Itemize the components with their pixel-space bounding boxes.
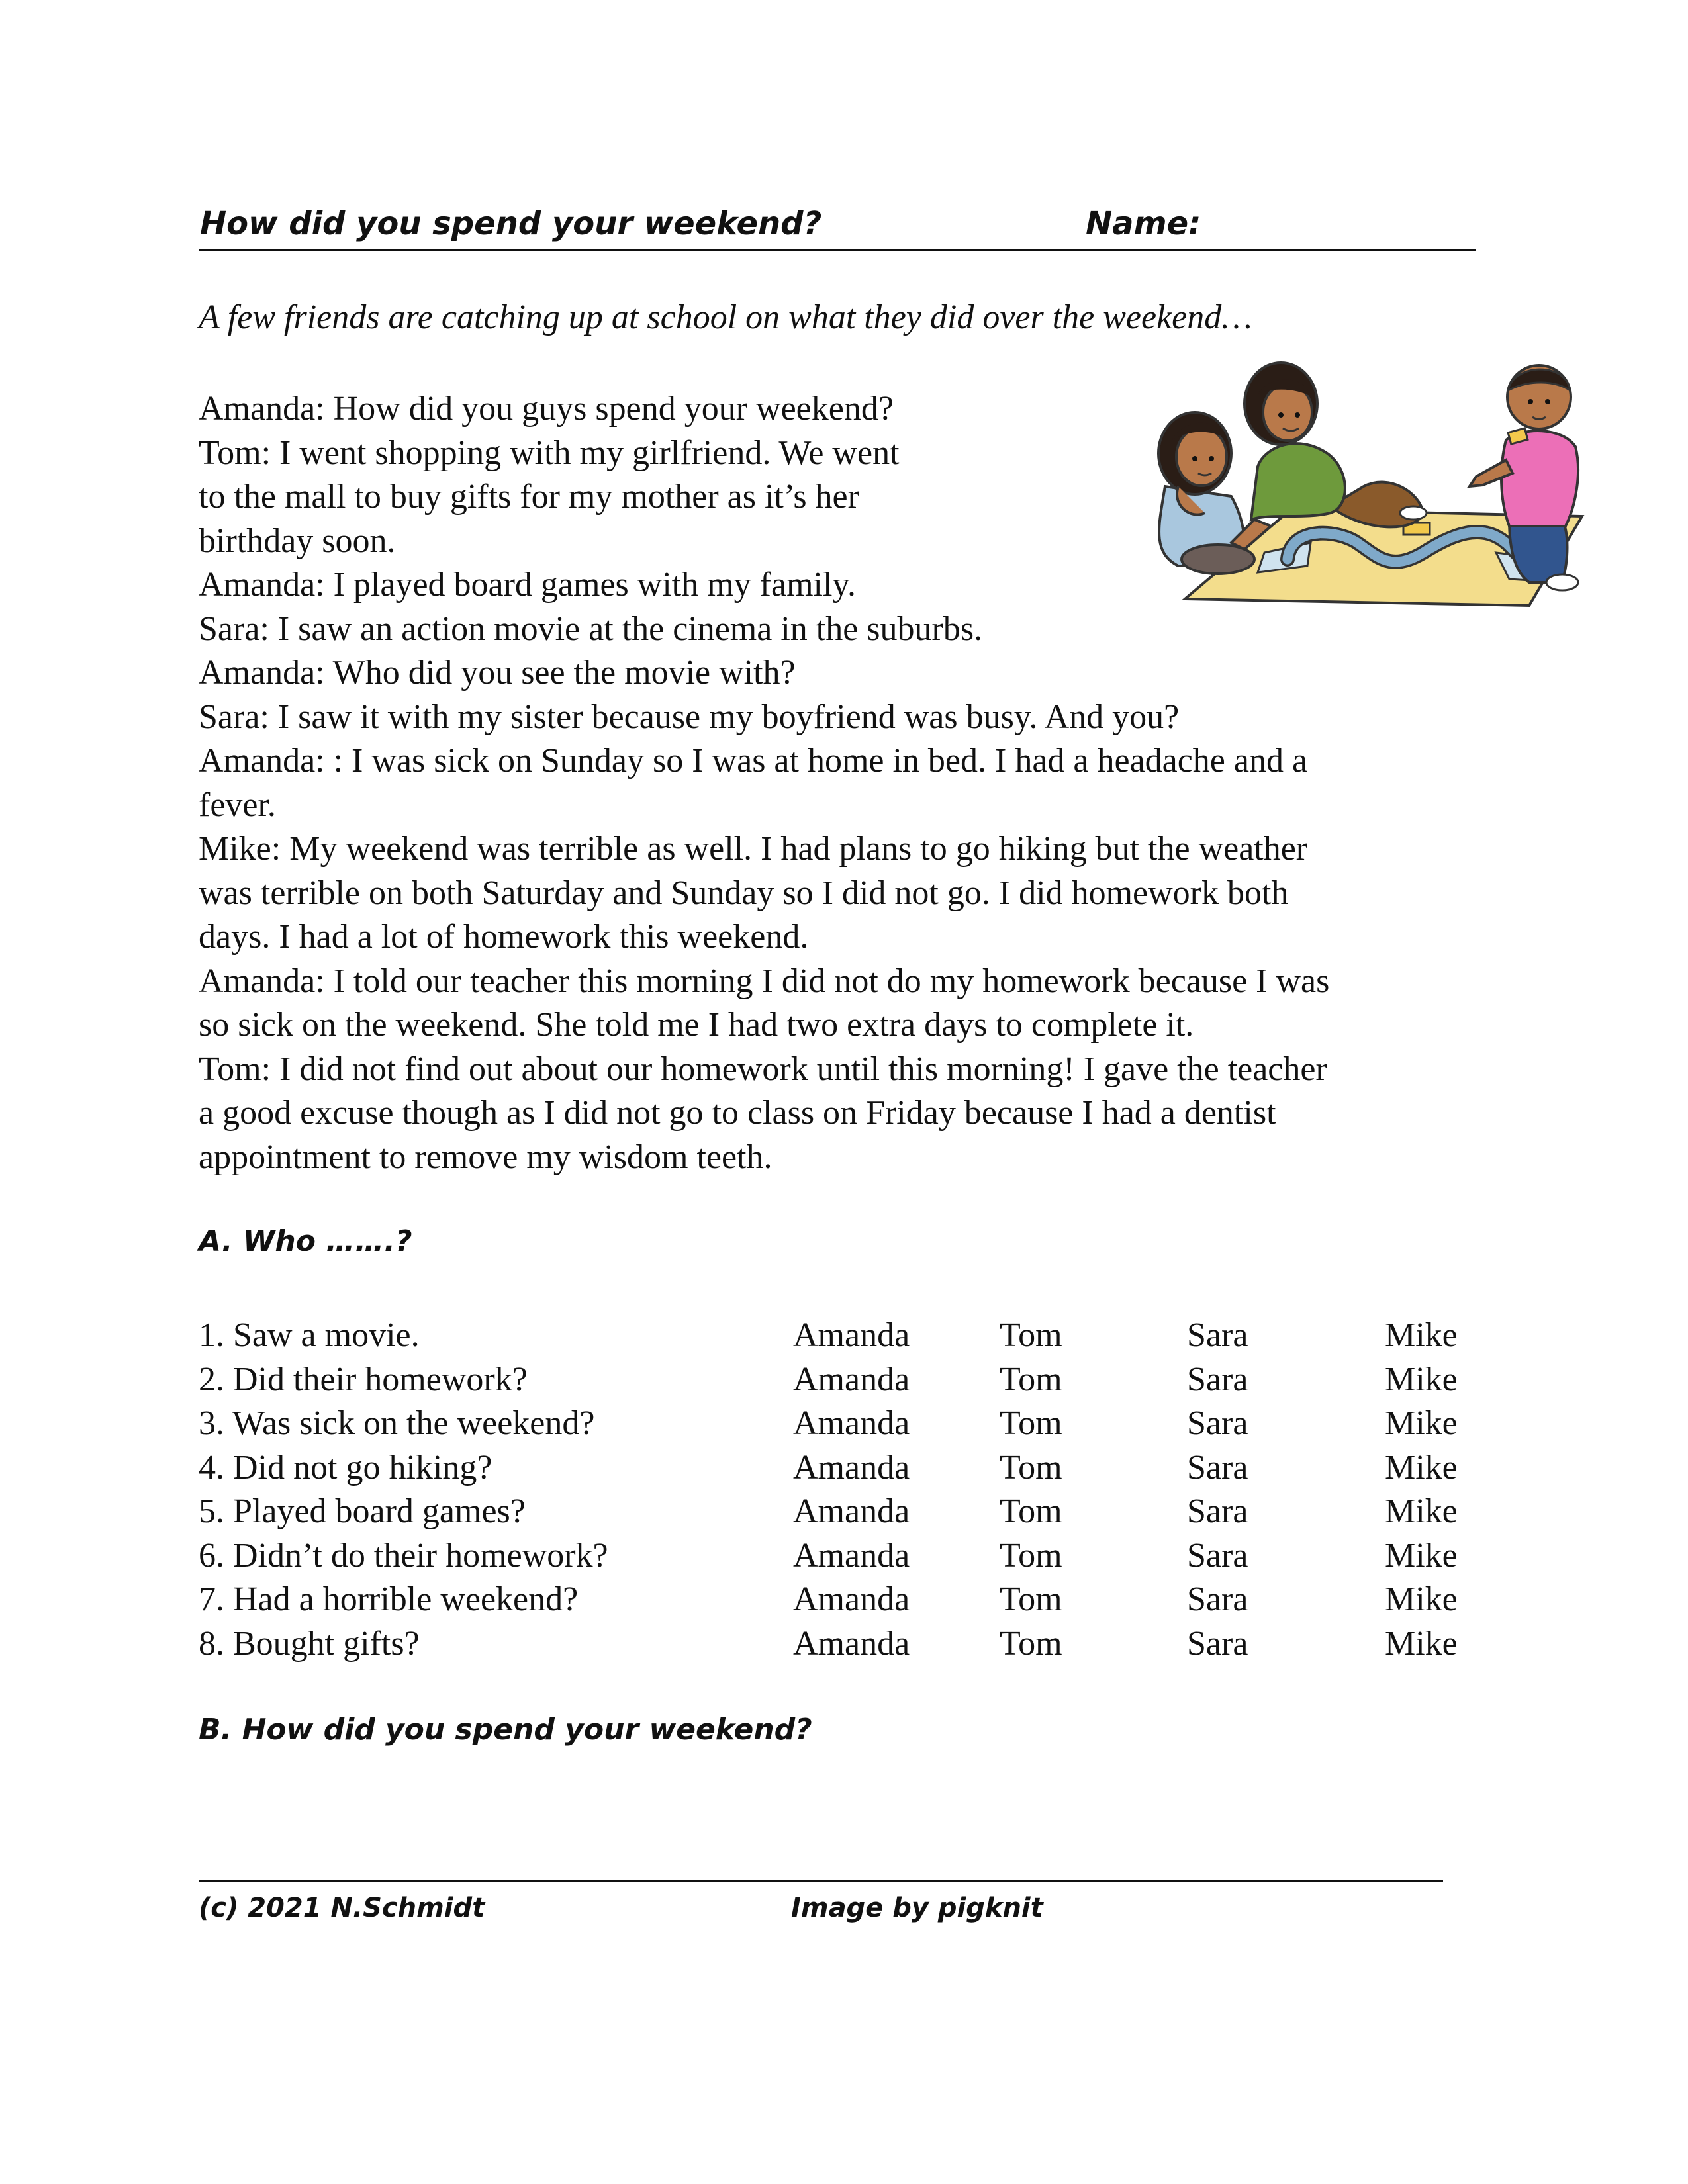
option-tom: Tom [1000, 1404, 1062, 1442]
dialogue-line: to the mall to buy gifts for my mother as it’s her [199, 478, 859, 516]
dialogue-line: Amanda: How did you guys spend your weekend? [199, 390, 894, 428]
question-text: 8. Bought gifts? [199, 1624, 420, 1662]
question-text: 3. Was sick on the weekend? [199, 1404, 595, 1442]
option-mike: Mike [1385, 1624, 1458, 1662]
dialogue-line: appointment to remove my wisdom teeth. [199, 1138, 773, 1176]
option-amanda: Amanda [793, 1492, 910, 1530]
question-text: 6. Didn’t do their homework? [199, 1536, 608, 1574]
option-sara: Sara [1187, 1448, 1248, 1486]
name-label: Name: [1086, 205, 1201, 242]
question-text: 2. Did their homework? [199, 1360, 528, 1398]
question-text: 1. Saw a movie. [199, 1316, 420, 1354]
option-sara: Sara [1187, 1316, 1248, 1354]
answer-writing-line [199, 1880, 1443, 1882]
option-amanda: Amanda [793, 1316, 910, 1354]
option-sara: Sara [1187, 1536, 1248, 1574]
question-row [199, 1402, 1496, 1446]
option-amanda: Amanda [793, 1580, 910, 1618]
dialogue-line: Amanda: I played board games with my family. [199, 566, 857, 604]
question-row [199, 1358, 1496, 1402]
option-sara: Sara [1187, 1360, 1248, 1398]
option-mike: Mike [1385, 1536, 1458, 1574]
option-sara: Sara [1187, 1492, 1248, 1530]
dialogue-line: Tom: I did not find out about our homework until this morning! I gave the teacher [199, 1050, 1327, 1088]
section-b-heading: B. How did you spend your weekend? [199, 1713, 812, 1747]
question-row [199, 1490, 1496, 1534]
option-mike: Mike [1385, 1448, 1458, 1486]
question-text: 5. Played board games? [199, 1492, 526, 1530]
dialogue-line: Amanda: : I was sick on Sunday so I was at home in bed. I had a headache and a [199, 742, 1308, 780]
option-tom: Tom [1000, 1492, 1062, 1530]
option-mike: Mike [1385, 1492, 1458, 1530]
question-row [199, 1446, 1496, 1490]
option-sara: Sara [1187, 1580, 1248, 1618]
girl-left-figure [1158, 412, 1254, 574]
dialogue-line: Sara: I saw an action movie at the cinema in the suburbs. [199, 610, 983, 648]
dialogue-line: birthday soon. [199, 522, 396, 560]
title-row [199, 199, 1476, 251]
question-row [199, 1534, 1496, 1578]
option-tom: Tom [1000, 1448, 1062, 1486]
dialogue-line: Sara: I saw it with my sister because my boyfriend was busy. And you? [199, 698, 1180, 736]
question-row [199, 1314, 1496, 1358]
worksheet-title: How did you spend your weekend? [200, 205, 822, 242]
question-row [199, 1622, 1496, 1666]
option-amanda: Amanda [793, 1360, 910, 1398]
dialogue-line: Mike: My weekend was terrible as well. I had plans to go hiking but the weather [199, 830, 1308, 868]
option-tom: Tom [1000, 1360, 1062, 1398]
footer-image-credit: Image by pigknit [791, 1893, 1043, 1923]
option-mike: Mike [1385, 1580, 1458, 1618]
dialogue-line: days. I had a lot of homework this weekend. [199, 918, 809, 956]
dialogue-line: was terrible on both Saturday and Sunday so I did not go. I did homework both [199, 874, 1289, 912]
option-tom: Tom [1000, 1580, 1062, 1618]
children-playing-board-game-illustration [1139, 354, 1602, 619]
option-tom: Tom [1000, 1536, 1062, 1574]
footer-copyright: (c) 2021 N.Schmidt [199, 1893, 485, 1923]
option-mike: Mike [1385, 1316, 1458, 1354]
option-mike: Mike [1385, 1360, 1458, 1398]
option-tom: Tom [1000, 1316, 1062, 1354]
section-a-heading: A. Who …….? [199, 1224, 412, 1258]
option-amanda: Amanda [793, 1404, 910, 1442]
option-mike: Mike [1385, 1404, 1458, 1442]
question-text: 7. Had a horrible weekend? [199, 1580, 579, 1618]
option-amanda: Amanda [793, 1536, 910, 1574]
intro-text: A few friends are catching up at school on what they did over the weekend… [199, 298, 1252, 336]
dialogue-line: so sick on the weekend. She told me I had two extra days to complete it. [199, 1006, 1194, 1044]
option-sara: Sara [1187, 1624, 1248, 1662]
who-question-table [199, 1314, 1496, 1666]
option-amanda: Amanda [793, 1624, 910, 1662]
question-text: 4. Did not go hiking? [199, 1448, 492, 1486]
option-tom: Tom [1000, 1624, 1062, 1662]
option-sara: Sara [1187, 1404, 1248, 1442]
dialogue-line: a good excuse though as I did not go to class on Friday because I had a dentist [199, 1094, 1276, 1132]
option-amanda: Amanda [793, 1448, 910, 1486]
dialogue-line: Amanda: Who did you see the movie with? [199, 654, 796, 692]
dialogue-line: Tom: I went shopping with my girlfriend. We went [199, 433, 900, 472]
dialogue-line: fever. [199, 786, 276, 824]
dialogue-line: Amanda: I told our teacher this morning I did not do my homework because I was [199, 962, 1330, 1000]
question-row [199, 1578, 1496, 1622]
